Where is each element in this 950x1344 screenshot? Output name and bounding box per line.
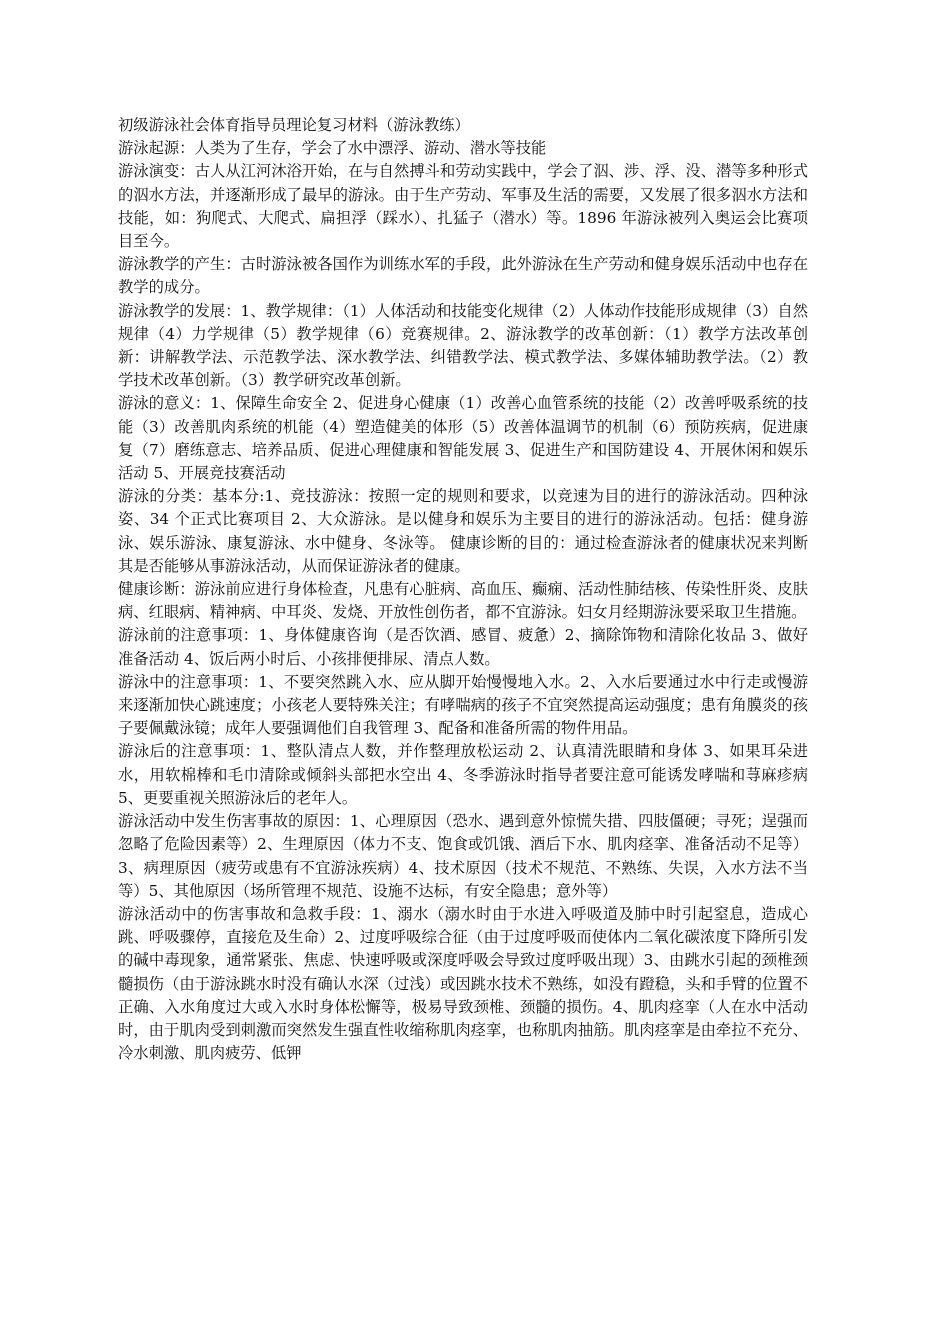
paragraph-swimming-significance: 游泳的意义：1、保障生命安全 2、促进身心健康（1）改善心血管系统的技能（2）改善呼吸系统的技能（3）改善肌肉系统的机能（4）塑造健美的体形（5）改善体温调节的机制（6）预防疾病，促进康复（7）磨练意志、培养品质、促进心理健康和智能发展 3、促进生产和国防建设 4、开展休闲和娱乐活动 5、开展竞技赛活动 (118, 394, 808, 483)
paragraph-swimming-origin: 游泳起源：人类为了生存，学会了水中漂浮、游动、潜水等技能 (118, 139, 547, 158)
paragraph-teaching-origin: 游泳教学的产生：古时游泳被各国作为训练水军的手段，此外游泳在生产劳动和健身娱乐活动中也存在教学的成分。 (118, 255, 808, 297)
paragraph-after-swimming: 游泳后的注意事项：1、整队清点人数，并作整理放松运动 2、认真清洗眼睛和身体 3、如果耳朵进水，用软棉棒和毛巾清除或倾斜头部把水空出 4、冬季游泳时指导者要注意可能诱发哮喘和荨麻疹病 5、更要重视关照游泳后的老年人。 (118, 742, 808, 807)
paragraph-during-swimming: 游泳中的注意事项：1、不要突然跳入水、应从脚开始慢慢地入水。2、入水后要通过水中行走或慢游来逐渐加快心跳速度；小孩老人要特殊关注；有哮喘病的孩子不宜突然提高运动强度；患有角膜炎的孩子要佩戴泳镜；成年人要强调他们自我管理 3、配备和准备所需的物件用品。 (118, 672, 808, 738)
paragraph-swimming-evolution: 游泳演变：古人从江河沐浴开始，在与自然搏斗和劳动实践中，学会了泅、涉、浮、没、潜等多种形式的泅水方法，并逐渐形成了最早的游泳。由于生产劳动、军事及生活的需要，又发展了很多泅水方法和技能，如：狗爬式、大爬式、扁担浮（踩水）、扎猛子（潜水）等。1896 年游泳被列入奥运会比赛项目至今。 (118, 162, 808, 251)
document-title: 初级游泳社会体育指导员理论复习材料（游泳教练） (118, 116, 470, 134)
paragraph-swimming-classification: 游泳的分类：基本分:1、竞技游泳：按照一定的规则和要求，以竞速为目的进行的游泳活动。四种泳姿、34 个正式比赛项目 2、大众游泳。是以健身和娱乐为主要目的进行的游泳活动。包括：健身游泳、娱乐游泳、康复游泳、水中健身、冬泳等。 健康诊断的目的：通过检查游泳者的健康状况来判断其是否能够从事游泳活动，从而保证游泳者的健康。 (118, 487, 808, 575)
paragraph-accident-causes: 游泳活动中发生伤害事故的原因：1、心理原因（恐水、遇到意外惊慌失措、四肢僵硬；寻死；逞强而忽略了危险因素等）2、生理原因（体力不支、饱食或饥饿、酒后下水、肌肉痉挛、准备活动不足等）3、病理原因（疲劳或患有不宜游泳疾病）4、技术原因（技术不规范、不熟练、失误，入水方法不当等）5、其他原因（场所管理不规范、设施不达标，有安全隐患；意外等） (118, 812, 808, 900)
document-page (118, 114, 808, 1065)
paragraph-before-swimming: 游泳前的注意事项：1、身体健康咨询（是否饮酒、感冒、疲惫）2、摘除饰物和清除化妆品 3、做好准备活动 4、饭后两小时后、小孩排便排尿、清点人数。 (118, 626, 808, 668)
paragraph-accidents-first-aid: 游泳活动中的伤害事故和急救手段：1、溺水（溺水时由于水进入呼吸道及肺中时引起窒息，造成心跳、呼吸骤停，直接危及生命）2、过度呼吸综合征（由于过度呼吸而使体内二氧化碳浓度下降所引发的碱中毒现象，通常紧张、焦虑、快速呼吸或深度呼吸会导致过度呼吸出现）3、由跳水引起的颈椎颈髓损伤（由于游泳跳水时没有确认水深（过浅）或因跳水技术不熟练，如没有蹬稳，头和手臂的位置不正确、入水角度过大或入水时身体松懈等，极易导致颈椎、颈髓的损伤。4、肌肉痉挛（人在水中活动时，由于肌肉受到刺激而突然发生强直性收缩称肌肉痉挛，也称肌肉抽筋。肌肉痉挛是由牵拉不充分、冷水刺激、肌肉疲劳、低钾 (118, 904, 808, 1063)
paragraph-health-diagnosis: 健康诊断：游泳前应进行身体检查，凡患有心脏病、高血压、癫痫、活动性肺结核、传染性肝炎、皮肤病、红眼病、精神病、中耳炎、发烧、开放性创伤者，都不宜游泳。妇女月经期游泳要采取卫生措施。 (118, 580, 808, 622)
paragraph-teaching-development: 游泳教学的发展：1、教学规律：（1）人体活动和技能变化规律（2）人体动作技能形成规律（3）自然规律（4）力学规律（5）教学规律（6）竞赛规律。2、游泳教学的改革创新：（1）教学方法改革创新：讲解教学法、示范教学法、深水教学法、纠错教学法、模式教学法、多媒体辅助教学法。（2）教学技术改革创新。（3）教学研究改革创新。 (118, 301, 808, 390)
